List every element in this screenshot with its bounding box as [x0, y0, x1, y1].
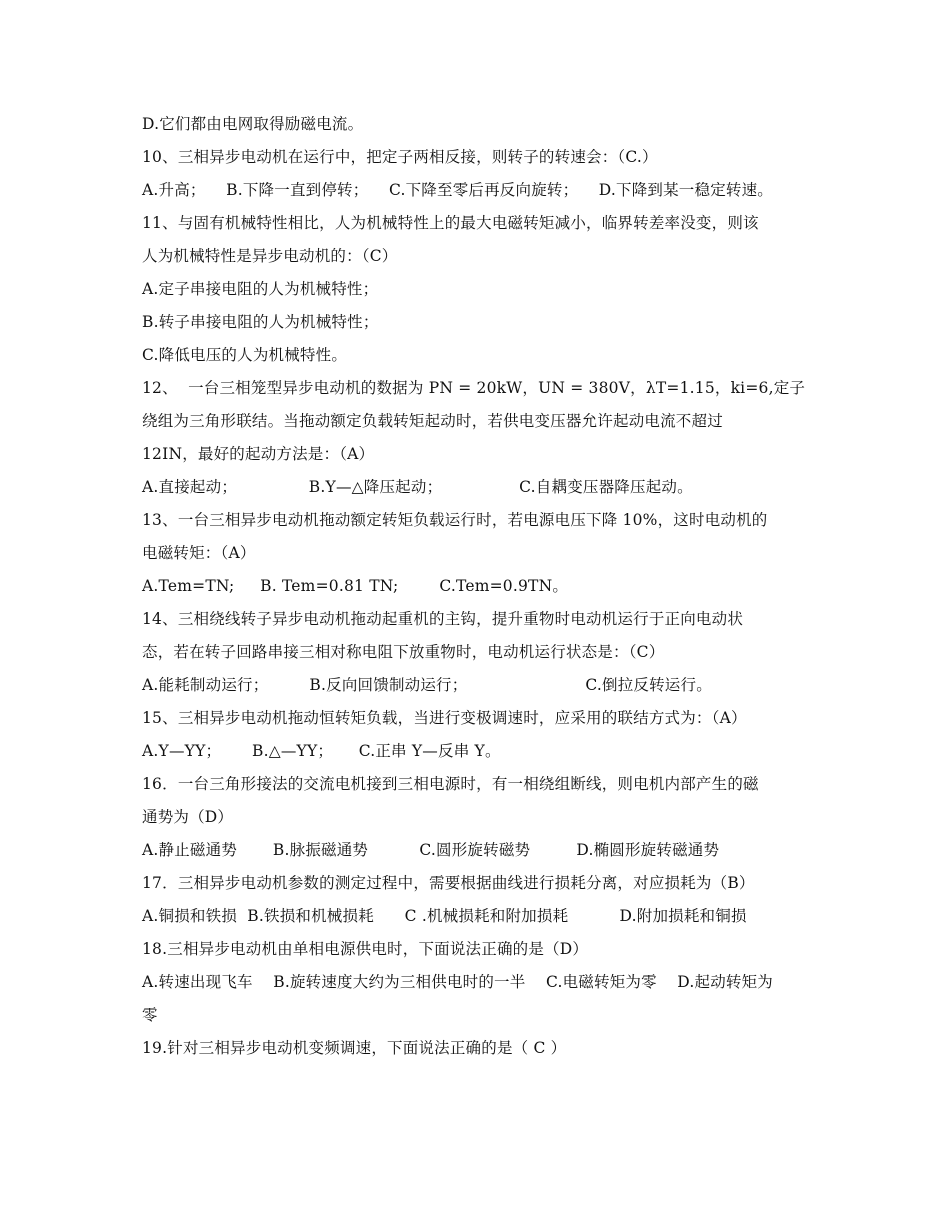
question-10-options: A.升高； B.下降一直到停转； C.下降至零后再反向旋转； D.下降到某一稳定转速。: [142, 181, 774, 199]
question-16: 16．一台三角形接法的交流电机接到三相电源时，有一相绕组断线，则电机内部产生的磁: [142, 775, 759, 793]
text-line: 人为机械特性是异步电动机的：（C）: [142, 247, 398, 265]
option-line: B.转子串接电阻的人为机械特性；: [142, 313, 379, 331]
text-line: 电磁转矩：（A）: [142, 544, 256, 562]
question-17: 17．三相异步电动机参数的测定过程中，需要根据曲线进行损耗分离，对应损耗为（B）: [142, 874, 755, 892]
question-18-options: A.转速出现飞车 B.旋转速度大约为三相供电时的一半 C.电磁转矩为零 D.起动转矩为: [142, 973, 774, 991]
text-line: 零: [142, 1006, 158, 1024]
question-19: 19.针对三相异步电动机变频调速，下面说法正确的是（ C ）: [142, 1039, 567, 1057]
text-line: 绕组为三角形联结。当拖动额定负载转矩起动时，若供电变压器允许起动电流不超过: [142, 412, 723, 430]
question-17-options: A.铜损和铁损 B.铁损和机械损耗 C .机械损耗和附加损耗 D.附加损耗和铜损: [142, 907, 747, 925]
text-line: 12IN，最好的起动方法是：（A）: [142, 445, 375, 463]
question-11: 11、与固有机械特性相比，人为机械特性上的最大电磁转矩减小，临界转差率没变，则该: [142, 214, 759, 232]
question-15: 15、三相异步电动机拖动恒转矩负载，当进行变极调速时，应采用的联结方式为：（A）: [142, 709, 747, 727]
question-10: 10、三相异步电动机在运行中，把定子两相反接，则转子的转速会：（C.）: [142, 148, 658, 166]
question-14: 14、三相绕线转子异步电动机拖动起重机的主钩，提升重物时电动机运行于正向电动状: [142, 610, 744, 628]
question-18: 18.三相异步电动机由单相电源供电时，下面说法正确的是（D）: [142, 940, 589, 958]
option-line: C.降低电压的人为机械特性。: [142, 346, 348, 364]
question-16-options: A.静止磁通势 B.脉振磁通势 C.圆形旋转磁势 D.椭圆形旋转磁通势: [142, 841, 720, 859]
text-line: 态，若在转子回路串接三相对称电阻下放重物时，电动机运行状态是：（C）: [142, 643, 665, 661]
text-line: 通势为（D）: [142, 808, 234, 826]
question-12: 12、 一台三相笼型异步电动机的数据为 PN = 20kW，UN = 380V，λT=1.15，ki=6,定子: [142, 379, 806, 397]
question-13: 13、一台三相异步电动机拖动额定转矩负载运行时，若电源电压下降 10%，这时电动机的: [142, 511, 768, 529]
question-14-options: A.能耗制动运行； B.反向回馈制动运行； C.倒拉反转运行。: [142, 676, 712, 694]
question-13-options: A.Tem=TN; B. Tem=0.81 TN; C.Tem=0.9TN。: [142, 577, 569, 595]
option-line: A.定子串接电阻的人为机械特性；: [142, 280, 379, 298]
text-line: D.它们都由电网取得励磁电流。: [142, 115, 364, 133]
question-15-options: A.Y—YY； B.△—YY； C.正串 Y—反串 Y。: [142, 742, 501, 760]
question-12-options: A.直接起动； B.Y—△降压起动； C.自耦变压器降压起动。: [142, 478, 693, 496]
